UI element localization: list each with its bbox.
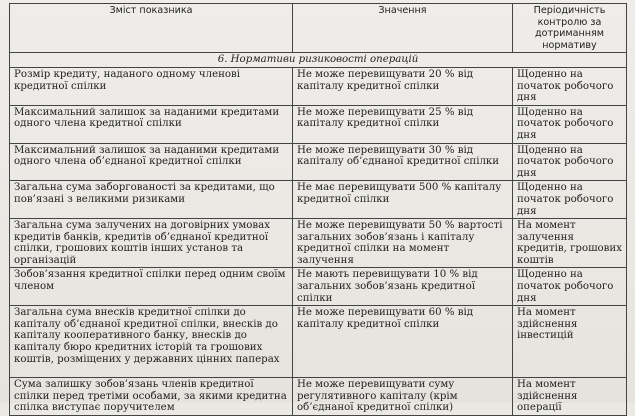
indicator-cell: Максимальний залишок за наданими кредитами одного члена об’єднаної кредитної спілки <box>10 143 293 181</box>
indicator-cell: Максимальний залишок за наданими кредитами одного члена кредитної спілки <box>10 105 293 143</box>
indicator-cell: Розмір кредиту, наданого одному членові кредитної спілки <box>10 67 293 105</box>
frequency-cell: Щоденно на початок робочого дня <box>513 143 627 181</box>
header-indicator: Зміст показника <box>10 4 293 53</box>
indicator-cell: Загальна сума залучених на договірних умовах кредитів банків, кредитів об’єднаної кредитної спілки, грошових коштів інших установ та організацій <box>10 219 293 268</box>
indicator-cell: Загальна сума внесків кредитної спілки до капіталу об’єднаної кредитної спілки, внесків до капіталу кооперативного банку, внесків до капіталу бюро кредитних історій та грошових коштів, розміщених у державних цінних паперах <box>10 306 293 378</box>
value-cell: Не може перевищувати 60 % від капіталу кредитної спілки <box>293 306 513 378</box>
section-row <box>10 53 627 68</box>
table-row <box>10 306 627 378</box>
header-frequency: Періодичність контролю за дотриманням нормативу <box>513 4 627 53</box>
table-row <box>10 105 627 143</box>
table-row <box>10 378 627 416</box>
value-cell: Не мають перевищувати 10 % від загальних зобов’язань кредитної спілки <box>293 268 513 306</box>
table-row <box>10 181 627 219</box>
section-title: 6. Нормативи ризиковості операцій <box>10 53 627 68</box>
indicator-cell: Зобов’язання кредитної спілки перед одним своїм членом <box>10 268 293 306</box>
value-cell: Не може перевищувати 25 % від капіталу кредитної спілки <box>293 105 513 143</box>
value-cell: Не може перевищувати суму регулятивного капіталу (крім об’єднаної кредитної спілки) <box>293 378 513 416</box>
norms-table <box>9 3 627 416</box>
value-cell: Не може перевищувати 20 % від капіталу кредитної спілки <box>293 67 513 105</box>
value-cell: Не має перевищувати 500 % капіталу кредитної спілки <box>293 181 513 219</box>
frequency-cell: Щоденно на початок робочого дня <box>513 105 627 143</box>
frequency-cell: Щоденно на початок робочого дня <box>513 181 627 219</box>
header-row <box>10 4 627 53</box>
frequency-cell: Щоденно на початок робочого дня <box>513 67 627 105</box>
table-row <box>10 67 627 105</box>
indicator-cell: Сума залишку зобов’язань членів кредитної спілки перед третіми особами, за якими кредитна спілка виступає поручителем <box>10 378 293 416</box>
table-row <box>10 143 627 181</box>
frequency-cell: Щоденно на початок робочого дня <box>513 268 627 306</box>
frequency-cell: На момент залучення кредитів, грошових коштів <box>513 219 627 268</box>
table-row <box>10 219 627 268</box>
value-cell: Не може перевищувати 30 % від капіталу об’єднаної кредитної спілки <box>293 143 513 181</box>
value-cell: Не може перевищувати 50 % вартості загальних зобов’язань і капіталу кредитної спілки на момент залучення <box>293 219 513 268</box>
table-row <box>10 268 627 306</box>
indicator-cell: Загальна сума заборгованості за кредитами, що пов’язані з великими ризиками <box>10 181 293 219</box>
frequency-cell: На момент здійснення інвестицій <box>513 306 627 378</box>
frequency-cell: На момент здійснення операції <box>513 378 627 416</box>
header-value: Значення <box>293 4 513 53</box>
